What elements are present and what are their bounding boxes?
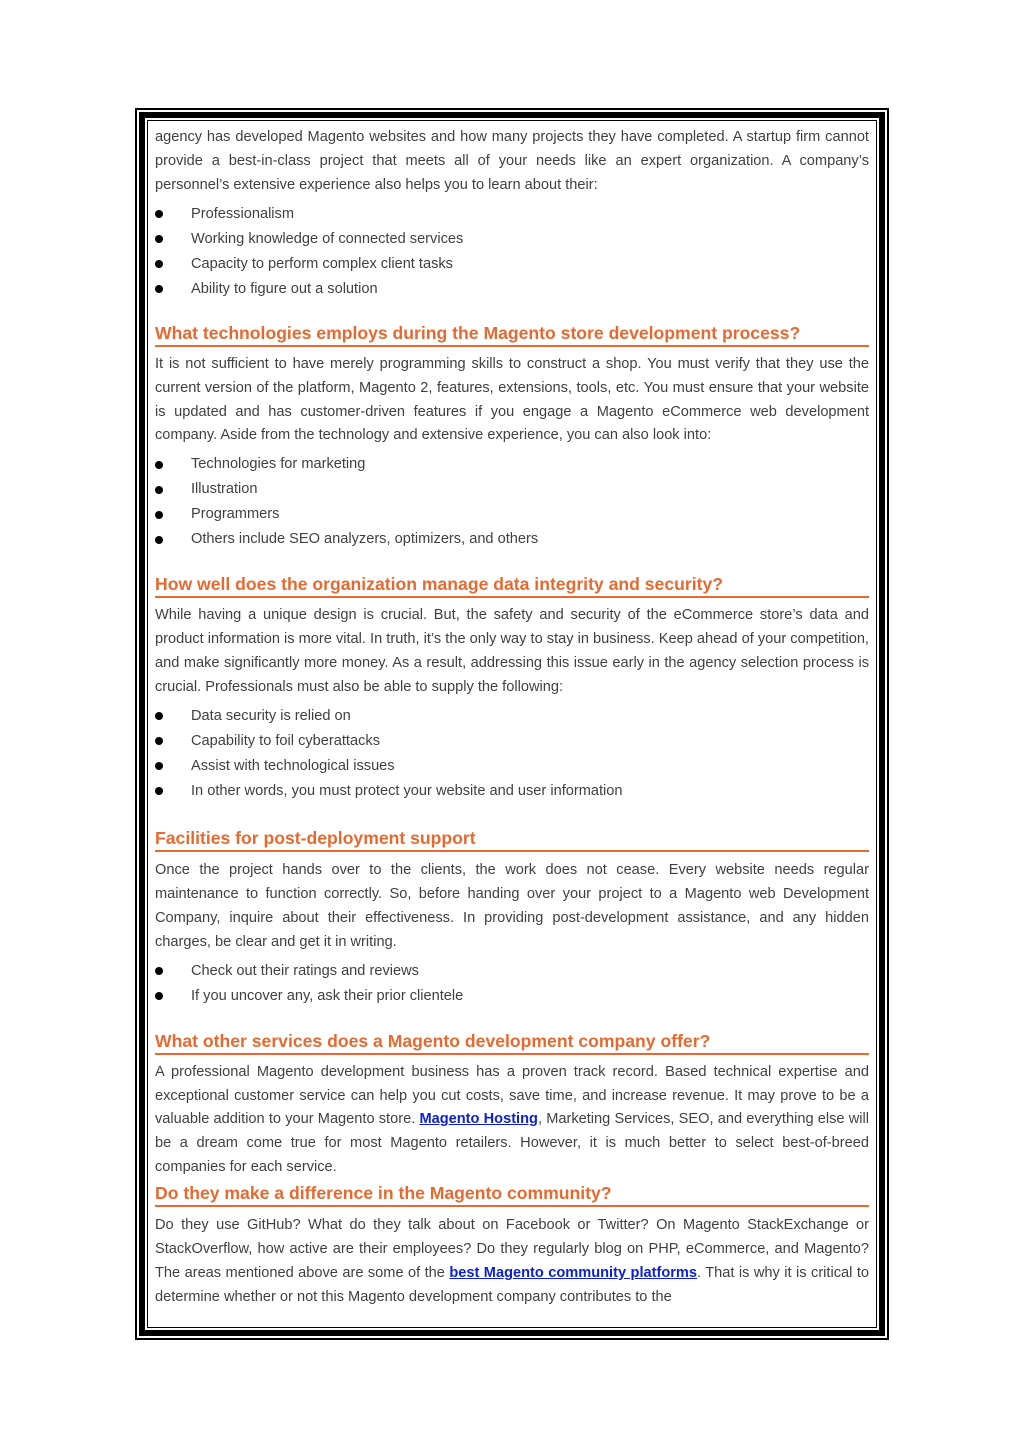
section-heading-community: Do they make a difference in the Magento community?: [155, 1182, 869, 1207]
section-paragraph-services: A professional Magento development business has a proven track record. Based technical expertise and exceptional customer service can help you cut costs, save time, and increase revenue. It may prove to be a valuable addition to your Magento store. Magento Hosting, Marketing Services, SEO, and everything else will be a dream come true for most Magento retailers. However, it is much better to select best-of-breed companies for each service.: [155, 1063, 869, 1176]
list-item: If you uncover any, ask their prior clientele: [155, 984, 869, 1009]
bullet-icon: [155, 260, 163, 268]
list-item: Technologies for marketing: [155, 452, 869, 477]
support-bullet-list: [155, 959, 869, 1009]
list-item: Capacity to perform complex client tasks: [155, 252, 869, 277]
bullet-icon: [155, 712, 163, 720]
security-bullet-list: [155, 704, 869, 804]
community-platforms-link[interactable]: best Magento community platforms: [449, 1264, 698, 1281]
intro-bullet-list: [155, 202, 869, 302]
intro-paragraph: agency has developed Magento websites and how many projects they have completed. A startup firm cannot provide a best-in-class project that meets all of your needs like an expert organization. A company’s personnel’s extensive experience also helps you to learn about their:: [155, 129, 869, 193]
bullet-icon: [155, 235, 163, 243]
list-item: Capability to foil cyberattacks: [155, 729, 869, 754]
list-item: Assist with technological issues: [155, 754, 869, 779]
bullet-icon: [155, 737, 163, 745]
list-item: Professionalism: [155, 202, 869, 227]
list-item: Ability to figure out a solution: [155, 277, 869, 302]
bullet-icon: [155, 285, 163, 293]
bullet-icon: [155, 787, 163, 795]
bullet-icon: [155, 967, 163, 975]
section-heading-security: How well does the organization manage data integrity and security?: [155, 573, 869, 598]
list-item: Programmers: [155, 502, 869, 527]
list-item: In other words, you must protect your website and user information: [155, 779, 869, 804]
list-item: Data security is relied on: [155, 704, 869, 729]
section-paragraph-technologies: It is not sufficient to have merely programming skills to construct a shop. You must verify that they use the current version of the platform, Magento 2, features, extensions, tools, etc. You must ensure that your website is updated and has customer-driven features if you engage a Magento eCommerce web development company. Aside from the technology and extensive experience, you can also look into:: [155, 355, 869, 444]
bullet-icon: [155, 536, 163, 544]
list-item: Illustration: [155, 477, 869, 502]
section-paragraph-support: Once the project hands over to the clients, the work does not cease. Every website needs regular maintenance to function correctly. So, before handing over your project to a Magento web Development Company, inquire about their effectiveness. In providing post-development assistance, and any hidden charges, be clear and get it in writing.: [155, 861, 869, 950]
list-item: Others include SEO analyzers, optimizers, and others: [155, 527, 869, 552]
bullet-icon: [155, 762, 163, 770]
document-content: [155, 126, 869, 1310]
section-heading-support: Facilities for post-deployment support: [155, 827, 869, 852]
magento-hosting-link[interactable]: Magento Hosting: [419, 1111, 538, 1128]
section-paragraph-community: Do they use GitHub? What do they talk about on Facebook or Twitter? On Magento StackExchange or StackOverflow, how active are their employees? Do they regularly blog on PHP, eCommerce, and Magento? The areas mentioned above are some of the best Magento community platforms. That is why it is critical to determine whether or not this Magento development company contributes to the: [155, 1217, 869, 1305]
list-item: Working knowledge of connected services: [155, 227, 869, 252]
section-heading-technologies: What technologies employs during the Magento store development process?: [155, 322, 869, 347]
bullet-icon: [155, 461, 163, 469]
bullet-icon: [155, 210, 163, 218]
section-heading-services: What other services does a Magento development company offer?: [155, 1030, 869, 1055]
technologies-bullet-list: [155, 452, 869, 552]
bullet-icon: [155, 992, 163, 1000]
list-item: Check out their ratings and reviews: [155, 959, 869, 984]
section-paragraph-security: While having a unique design is crucial. But, the safety and security of the eCommerce store’s data and product information is more vital. In truth, it’s the only way to stay in business. Keep ahead of your competition, and make significantly more money. As a result, addressing this issue early in the agency selection process is crucial. Professionals must also be able to supply the following:: [155, 607, 869, 696]
bullet-icon: [155, 486, 163, 494]
bullet-icon: [155, 511, 163, 519]
